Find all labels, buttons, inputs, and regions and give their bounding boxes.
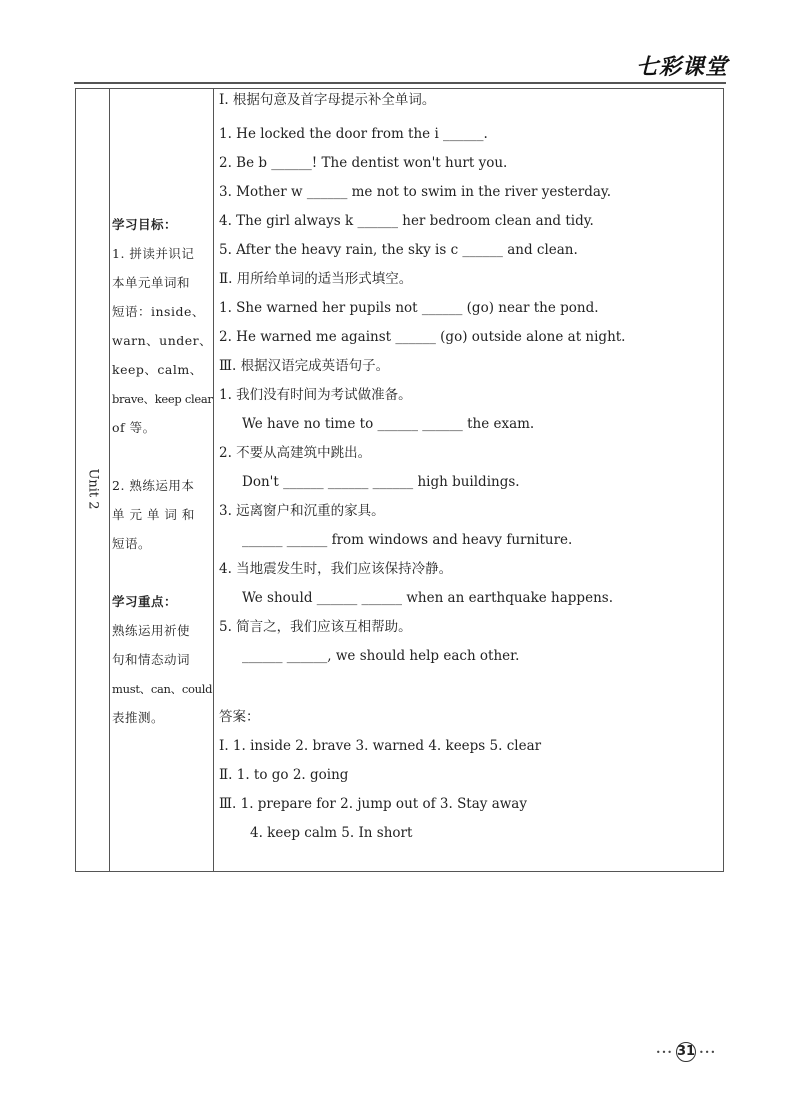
objective-line: 1. 拼读并识记 [112, 246, 195, 261]
exercises-column [214, 89, 723, 871]
objective-line: 学习重点： [112, 594, 178, 609]
exercise-line: 3. Mother w ______ me not to swim in the river yesterday. [219, 184, 612, 200]
objective-line: warn、under、 [112, 333, 213, 348]
unit-label: Unit 2 [85, 468, 101, 510]
exercise-line: 4. The girl always k ______ her bedroom clean and tidy. [219, 213, 594, 229]
exercise-line: Ⅲ. 根据汉语完成英语句子。 [219, 358, 390, 374]
objectives-column [110, 89, 214, 871]
exercise-sentence: We have no time to ______ ______ the exam. [242, 416, 535, 432]
lesson-table [75, 88, 724, 872]
page-dots-right: ••• [699, 1047, 717, 1057]
objective-line: 短语。 [112, 536, 152, 551]
objective-line: 本单元单词和 [112, 275, 191, 290]
objective-line: 短语：inside、 [112, 304, 205, 319]
exercise-line: 2. He warned me against ______ (go) outside alone at night. [219, 329, 626, 345]
answer-line: Ⅲ. 1. prepare for 2. jump out of 3. Stay away [219, 796, 527, 812]
page-number-badge [650, 1043, 722, 1061]
page-dots-left: ••• [655, 1047, 673, 1057]
objective-line: brave、keep clear [112, 392, 213, 406]
exercise-sentence: Don't ______ ______ ______ high buildings. [242, 474, 520, 490]
header-rule [74, 82, 726, 84]
objective-line: of 等。 [112, 420, 156, 435]
exercise-line: Ⅱ. 用所给单词的适当形式填空。 [219, 271, 413, 287]
exercise-line: 2. 不要从高建筑中跳出。 [219, 445, 372, 461]
exercise-sentence: ______ ______, we should help each other. [242, 648, 520, 664]
answers-heading: 答案： [219, 709, 260, 725]
exercise-line: 5. 简言之，我们应该互相帮助。 [219, 619, 412, 635]
exercise-line: 1. She warned her pupils not ______ (go) near the pond. [219, 300, 599, 316]
exercise-sentence: ______ ______ from windows and heavy furniture. [242, 532, 573, 548]
page-number: 31 [676, 1042, 696, 1062]
answer-line: 4. keep calm 5. In short [250, 825, 413, 841]
exercise-line: 4. 当地震发生时，我们应该保持冷静。 [219, 561, 453, 577]
exercise-line: Ⅰ. 根据句意及首字母提示补全单词。 [219, 92, 436, 108]
objective-line: 熟练运用祈使 [112, 623, 191, 638]
objective-line: 学习目标： [112, 217, 178, 232]
exercise-line: 1. He locked the door from the i ______. [219, 126, 488, 142]
answer-line: Ⅱ. 1. to go 2. going [219, 767, 349, 783]
objective-line: 单 元 单 词 和 [112, 507, 195, 522]
brand-logo [636, 50, 728, 78]
objective-line: 表推测。 [112, 710, 165, 725]
exercise-line: 5. After the heavy rain, the sky is c ______ and clean. [219, 242, 578, 258]
brand-text: 七彩课堂 [636, 55, 729, 80]
objective-line: must、can、could [112, 682, 213, 696]
exercise-line: 2. Be b ______! The dentist won't hurt you. [219, 155, 508, 171]
exercise-line: 1. 我们没有时间为考试做准备。 [219, 387, 412, 403]
answer-line: Ⅰ. 1. inside 2. brave 3. warned 4. keeps 5. clear [219, 738, 542, 754]
unit-column [76, 89, 110, 871]
objective-line: 2. 熟练运用本 [112, 478, 195, 493]
objective-line: keep、calm、 [112, 362, 203, 377]
objective-line: 句和情态动词 [112, 652, 191, 667]
exercise-sentence: We should ______ ______ when an earthquake happens. [242, 590, 613, 606]
exercise-line: 3. 远离窗户和沉重的家具。 [219, 503, 385, 519]
